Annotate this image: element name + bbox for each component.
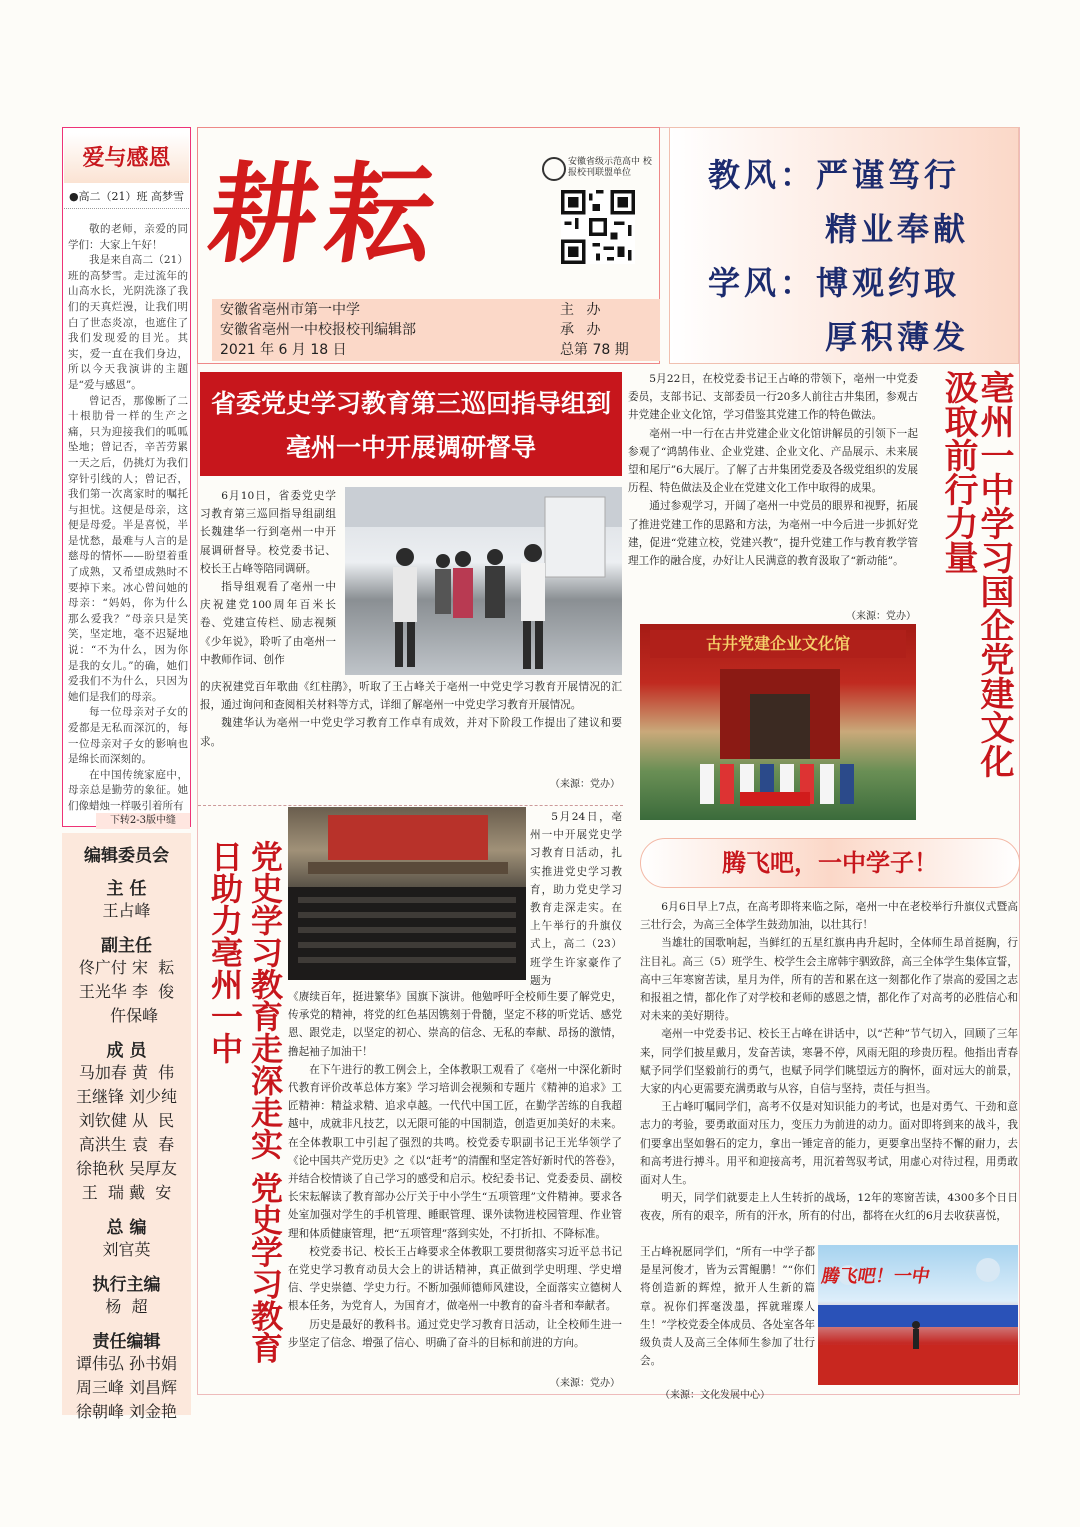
article1-body [200,678,622,773]
info-row [220,320,650,340]
article3-paragraph: 在下午进行的教工例会上，全体教职工观看了《亳州一中深化新时代教育评价改革总体方案》学习培训会视频和专题片《精神的追求》工匠精神：精益求精、追求卓越。一代代中国工匠，在勤学苦练的自我超越中，成就非凡技艺，以无限可能的中国制造，创造更加美好的未来。在全体教职工中引起了强烈的共鸣。校党委专职副书记王光华领学了《论中国共产党历史》之《以“赶考”的清醒和坚定答好新时代的答卷》，并结合校情谈了自己学习的感受和启示。校纪委书记、党委委员、副校长宋耘解读了教育部办公厅关于中小学生“五项管理”文件精神。要求各处室加强对学生的手机管理、睡眠管理、课外读物进校园管理、作业管理和体质健康管理，把“五项管理”落到实处，不打折扣、不降标准。 [288,1063,622,1240]
publication-info [212,299,660,361]
editors-role: 主 任 [106,879,147,899]
info-left: 安徽省亳州一中校报校刊编辑部 [220,322,416,338]
auditorium-photo-icon [288,807,526,980]
editors-role: 执行主编 [92,1275,161,1295]
article3-side-text [530,808,622,988]
motto-line: 厚积薄发 [825,318,970,356]
continue-note: 下转2-3版中缝 [96,813,190,829]
info-left: 安徽省亳州市第一中学 [220,302,360,318]
editors-names: 谭伟弘 孙书娟 周三峰 刘昌辉 徐朝峰 刘金艳 [75,1354,178,1421]
article2-headline: 亳州一中学习国企党建文化汲取前行力量 [938,370,1014,778]
article1-paragraph: 的庆祝建党百年歌曲《红柱鹃》，听取了王占峰关于亳州一中党史学习教育开展情况的汇报，通过询问和查阅相关材料等方式，详细了解亳州一中党史学习教育开展情况。 [200,681,622,712]
article4-paragraph: 王占峰祝愿同学们，“所有一中学子都是星河俊才，皆为云霄鲲鹏！”“你们将创造新的辉煌，掀开人生新的篇章。祝你们挥毫泼墨，挥就璀璨人生！”学校党委全体成员、各处室各年级负责人及高三全体师生参加了壮行会。 [640,1246,815,1368]
editors-role: 副主任 [101,936,152,956]
article4-paragraph: 当雄壮的国歌响起，当鲜红的五星红旗冉冉升起时，全体师生昂首挺胸，行注目礼。高三（5）班学生、校学生会主席韩宇驷致辞，高三全体学生集体宣誓，高中三年寒窗苦读，星月为伴，所有的苦和累在这一刻都化作了崇高的爱国之志和报祖之情，都化作了对学校和老师的感恩之情，都化作了对高考的必胜信心和对未来的美好期待。 [640,937,1018,1023]
motto-line: 教风：严谨笃行 [708,156,961,194]
article1-paragraph: 魏建华认为亳州一中党史学习教育工作卓有成效，并对下阶段工作提出了建议和要求。 [200,717,622,748]
article2-paragraph: 通过参观学习，开阔了亳州一中党员的眼界和视野，拓展了推进党建工作的思路和方法，为亳州一中今后进一步抓好党建，促进“党建立校，党建兴教”，提升党建工作与教育教学管理工作的融合度，办好让人民满意的教育汲取了“新动能”。 [628,500,918,568]
left-column-byline: ●高二（21）班 高梦雪 [64,188,189,209]
editors-header: 编辑委员会 [84,846,169,866]
article3-paragraph: 5月24日，亳州一中开展党史学习教育日活动，扎实推进党史学习教育，助力党史学习教育走深走实。在上午举行的升旗仪式上，高二（23）班学生许家豪作了题为 [530,811,622,987]
people-photo-icon [345,487,622,675]
alliance-badge: 安徽省级示范高中 校报校刊联盟单位 [568,157,652,178]
article3-source: （来源：党办） [550,1378,620,1389]
article4-source: （来源：文化发展中心） [660,1390,770,1401]
article4-tail [640,1243,815,1383]
editors-names: 王占峰 [102,901,151,920]
article1-photo [345,487,622,675]
left-paragraph: 敬的老师，亲爱的同学们：大家上午好！ [68,223,188,251]
article2-paragraph: 亳州一中一行在古井党建企业文化馆讲解员的引领下一起参观了“鸿鹄伟业、企业党建、企业文化、产品展示、未来展望和尾厅”6大展厅。了解了古井集团党委及各级党组织的发展历程、特色做法及企业在党建文化工作中取得的成果。 [628,427,918,495]
article4-paragraph: 王占峰叮嘱同学们，高考不仅是对知识能力的考试，也是对勇气、干劲和意志力的考验，要勇敢面对压力，变压力为前进的动力。面对即将到来的战斗，我们要拿出坚如磐石的定力，拿出一锤定音的能力，更要拿出坚持不懈的耐力，去和高考进行搏斗。用平和迎接高考，用沉着驾驭考试，用虚心对待过程，用勇敢面对人生。 [640,1101,1018,1187]
article2-source: （来源：党办） [846,611,916,622]
info-row [220,340,650,360]
editors-role: 责任编辑 [92,1332,161,1352]
editors-role: 成 员 [106,1041,147,1061]
editors-names: 杨 超 [105,1297,148,1316]
article4-paragraph: 明天，同学们就要走上人生转折的战场，12年的寒窗苦读，4300多个日日夜夜，所有的艰辛，所有的汗水，所有的付出，都将在火红的6月去收获喜悦， [640,1192,1018,1223]
editors-names: 马加春 黄 伟 王继锋 刘少纯 刘钦健 从 民 高洪生 袁 春 徐艳秋 吴厚友 王 瑞 戴 安 [75,1063,178,1202]
article2-paragraph: 5月22日，在校党委书记王占峰的带领下，亳州一中党委委员，支部书记、支部委员一行20多人前往古井集团，参观古井党建企业文化馆，学习借鉴其党建工作的特色做法。 [628,373,918,422]
editors-names: 佟广付 宋 耘 王光华 李 俊 仵保峰 [78,958,175,1025]
article1-source: （来源：党办） [550,779,620,790]
article3-paragraph: 历史是最好的教科书。通过党史学习教育日活动，让全校师生进一步坚定了信念、增强了信心、明确了奋斗的目标和前进的方向。 [288,1318,622,1349]
left-paragraph: 我是来自高二（21）班的高梦雪。走过流年的山高水长，光阴洗涤了我们的天真烂漫，让我们明白了世态炎凉，也遮住了我们发现爱的目光。其实，爱一直在我们身边，所以今天我演讲的主题是“爱与感恩”。 [68,254,188,391]
info-right: 总第 78 期 [560,342,629,358]
info-row [220,300,650,320]
article3-headline: 党史学习教育走深走实 党史学习教育日助力亳州一中 [206,840,284,1364]
school-motto [669,127,1019,364]
motto-line: 精业奉献 [825,210,970,248]
article1-headline: 省委党史学习教育第三巡回指导组到亳州一中开展调研督导 [200,372,622,476]
article1-lead [200,487,336,675]
article1-paragraph: 6月10日，省委党史学习教育第三巡回指导组副组长魏建华一行到亳州一中开展调研督导。校党委书记、校长王占峰等陪同调研。 [200,490,336,575]
article3-paragraph: 《赓续百年，挺进繁华》国旗下演讲。他勉呼吁全校师生要了解党史，传承党的精神，将党的红色基因镌刻于骨髓，坚定不移的听党话、感党恩、跟党走，以坚定的初心、崇高的信念、无私的奉献、昂扬的激情，撸起袖子加油干！ [288,991,622,1058]
article4-paragraph: 6月6日早上7点，在高考即将来临之际，亳州一中在老校举行升旗仪式暨高三壮行会，为高三全体学生鼓劲加油，以壮其行！ [640,901,1018,932]
left-column-title: 爱与感恩 [64,133,189,183]
article1-paragraph: 指导组观看了亳州一中庆祝建党100周年百米长卷、党建宣传栏、励志视频《少年说》，聆听了由亳州一中教师作词、创作 [200,581,336,666]
article4-title: 腾飞吧，一中学子！ [722,849,938,877]
article3-paragraph: 校党委书记、校长王占峰要求全体教职工要贯彻落实习近平总书记在党史学习教育动员大会上的讲话精神，真正做到学史明理、学史增信、学史崇德、学史力行。不断加强师德师风建设，全面落实立德树人根本任务，为党育人，为国育才，做亳州一中教育的奋斗者和奉献者。 [288,1245,622,1313]
article3-photo [288,807,526,980]
left-paragraph: 每一位母亲对子女的爱都是无私而深沉的，每一位母亲对子女的影响也是绵长而深刻的。 [68,706,188,766]
school-emblem-icon [542,157,566,181]
motto-line: 学风：博观约取 [708,264,961,302]
left-paragraph: 曾记否，那像断了二十根肋骨一样的生产之痛，只为迎接我们的呱呱坠地；曾记否，辛苦劳累一天之后，仍挑灯为我们穿针引线的人；曾记否，我们第一次离家时的嘱托与担忧。这便是母亲，这便是母爱。半是喜悦，半是忧愁，最难与人言的是慈母的情怀——盼望着重了成熟，又希望成熟时不要掉下来。冰心曾问她的母亲：“妈妈，你为什么那么爱我？”母亲只是笑笑，坚定地，毫不迟疑地说：“不为什么，因为你是我的女儿。”的确，她们爱我们不为什么，只因为她们是我们的母亲。 [68,394,188,703]
info-left: 2021 年 6 月 18 日 [220,342,347,358]
newspaper-title: 耕耘 [201,152,451,278]
qr-code-icon [561,190,635,264]
article3-body [288,988,622,1376]
info-right: 承 办 [560,322,605,338]
editorial-board [62,833,191,1421]
article2-photo-sign: 古井党建企业文化馆 [650,630,906,658]
article2-body [628,370,918,605]
editors-role: 总 编 [106,1218,147,1238]
article4-photo-caption: 腾飞吧！一中 [819,1266,932,1287]
article4-body [640,898,1018,1243]
left-paragraph: 在中国传统家庭中，母亲总是勤劳的象征。她们像蜡烛一样吸引着所有 [68,768,188,812]
left-column-text [68,222,188,812]
info-right: 主 办 [560,302,605,318]
article4-paragraph: 亳州一中党委书记、校长王占峰在讲话中，以“芒种”节气切入，回顾了三年来，同学们披星戴月，发奋苦读，寒暑不停，风雨无阻的珍贵历程。他指出青春赋予同学们坚毅前行的勇气，也赋予同学们眺望远方的胸怀，面对远大的前景，大家的内心更需要充满勇敢与从容，自信与坚持，责任与担当。 [640,1028,1018,1096]
editors-names: 刘官英 [102,1240,151,1259]
